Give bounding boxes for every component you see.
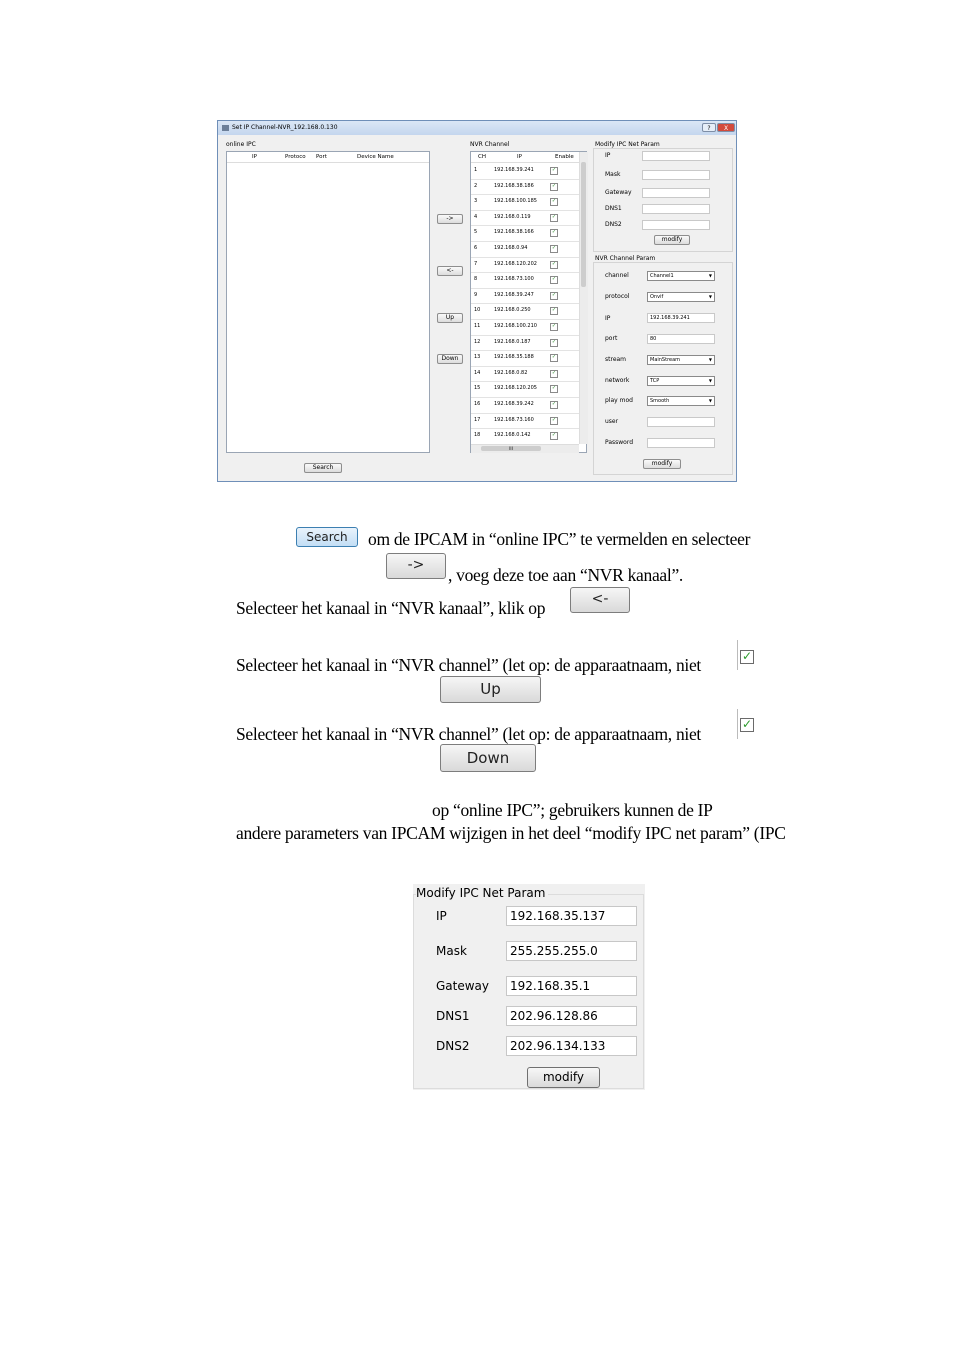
dns1-label: DNS1 [605,205,622,212]
play-mode-value: Smooth [650,398,670,404]
mp-gateway-label: Gateway [436,979,490,993]
channel-number: 9 [474,291,478,298]
channel-ip: 192.168.39.247 [494,291,534,298]
nvr-channel-row[interactable] [471,163,579,180]
enable-checkbox[interactable]: ✓ [551,369,557,376]
channel-ip: 192.168.73.100 [494,276,534,283]
channel-ip: 192.168.38.166 [494,229,534,236]
dns1-input[interactable] [642,204,710,214]
enable-checkbox[interactable]: ✓ [551,416,557,423]
instruction-line-7: andere parameters van IPCAM wijzigen in het deel “modify IPC net param” (IPC [236,823,786,843]
channel-ip: 192.168.39.241 [494,167,534,173]
channel-value: Channel1 [650,273,674,279]
dropdown-arrow-icon: ▼ [708,398,712,403]
nvr-channel-row[interactable] [471,194,579,211]
enable-checkbox[interactable]: ✓ [551,182,557,189]
mask-input[interactable] [642,170,710,180]
stream-select[interactable] [647,355,715,365]
move-down-button[interactable]: Down [437,354,463,364]
nvr-ip-label: IP [605,315,611,322]
enable-checkbox[interactable]: ✓ [551,213,557,220]
mp-mask-label: Mask [436,944,467,958]
channel-ip: 192.168.0.119 [494,213,531,220]
col-ch[interactable]: CH [478,154,486,160]
nvr-channel-row[interactable] [471,241,579,258]
remove-button-image: <- [570,587,630,613]
mp-ip-label: IP [436,909,447,923]
modify-ipc-legend: Modify IPC Net Param [595,141,660,148]
nvr-channel-row[interactable] [471,381,579,398]
nvr-channel-row[interactable] [471,428,579,445]
online-ipc-header [227,152,429,163]
modify-ipc-button[interactable]: modify [654,235,690,245]
up-button-image: Up [440,676,541,703]
channel-ip: 192.168.120.205 [494,385,537,392]
checkbox-checked-icon: ✓ [741,717,753,731]
instruction-line-5: Selecteer het kanaal in “NVR channel” (let op: de apparaatnaam, niet [236,724,701,744]
enable-checkbox[interactable]: ✓ [551,385,557,392]
network-value: TCP [650,378,660,384]
dropdown-arrow-icon: ▼ [708,294,712,299]
gateway-label: Gateway [605,189,632,196]
add-button-image: -> [386,553,446,579]
channel-ip: 192.168.35.188 [494,354,534,361]
dialog-title: Set IP Channel-NVR_192.168.0.130 [232,124,338,131]
user-input[interactable] [647,417,715,427]
nvr-channel-table[interactable] [470,151,587,453]
play-mode-select[interactable] [647,396,715,406]
channel-number: 2 [474,182,478,189]
online-ipc-list[interactable] [226,151,430,453]
modify-nvr-button[interactable]: modify [643,459,681,469]
nvr-channel-row[interactable] [471,179,579,196]
enable-checkbox[interactable]: ✓ [551,260,557,267]
password-input[interactable] [647,438,715,448]
mp-dns1-input[interactable]: 202.96.128.86 [506,1006,637,1026]
dropdown-arrow-icon: ▼ [708,273,712,278]
enable-checkbox[interactable]: ✓ [551,229,557,236]
help-button[interactable]: ? [702,123,716,132]
stream-value: MainStream [650,357,681,363]
remove-channel-button[interactable]: <- [437,266,463,276]
mp-mask-input[interactable]: 255.255.255.0 [506,941,637,961]
col-ip[interactable]: IP [517,154,522,160]
channel-number: 14 [474,369,481,376]
set-ip-channel-dialog [217,120,737,482]
close-button[interactable]: X [717,123,735,132]
channel-ip: 192.168.39.242 [494,401,534,407]
channel-ip: 192.168.38.186 [494,182,534,189]
nvr-channel-row[interactable] [471,225,579,242]
channel-ip: 192.168.0.187 [494,338,531,345]
dns2-label: DNS2 [605,221,622,228]
nvr-channel-row[interactable] [471,413,579,430]
instruction-line-2: , voeg deze toe aan “NVR kanaal”. [448,565,683,585]
channel-ip: 192.168.120.202 [494,260,537,267]
enable-checkbox[interactable]: ✓ [551,401,557,407]
user-label: user [605,418,619,425]
scroll-thumb[interactable] [581,162,586,287]
channel-number: 6 [474,245,478,251]
protocol-label: protocol [605,293,630,300]
divider [737,640,738,670]
channel-select[interactable] [647,271,715,281]
port-input[interactable]: 80 [647,334,715,344]
nvr-channel-row[interactable] [471,210,579,227]
nvr-channel-header [471,152,579,163]
channel-ip: 192.168.100.185 [494,198,537,205]
port-label: port [605,335,618,342]
enable-checkbox[interactable]: ✓ [551,323,557,329]
channel-number: 16 [474,401,481,407]
enable-checkbox[interactable]: ✓ [551,338,557,345]
col-port[interactable]: Port [316,154,327,160]
nvr-channel-row[interactable] [471,335,579,352]
enable-checkbox[interactable]: ✓ [551,291,557,298]
scroll-thumb[interactable]: III [481,446,541,451]
mp-ip-input[interactable]: 192.168.35.137 [506,906,637,926]
enable-checkbox[interactable]: ✓ [551,167,557,173]
stream-label: stream [605,356,627,363]
mp-dns2-label: DNS2 [436,1039,470,1053]
channel-ip: 192.168.0.82 [494,369,528,376]
channel-label: channel [605,272,629,279]
ip-input[interactable] [642,151,710,161]
nvr-channel-row[interactable] [471,272,579,289]
channel-number: 12 [474,338,481,345]
search-button[interactable]: Search [304,463,342,473]
dropdown-arrow-icon: ▼ [708,378,712,383]
nvr-param-legend: NVR Channel Param [595,255,656,262]
col-ip[interactable]: IP [252,154,257,160]
enable-checkbox[interactable]: ✓ [551,354,557,361]
nvr-channel-row[interactable] [471,366,579,383]
modify-panel-legend: Modify IPC Net Param [416,886,548,900]
checkbox-checked-icon: ✓ [741,649,753,663]
down-button-image: Down [440,744,536,772]
mp-dns2-input[interactable]: 202.96.134.133 [506,1036,637,1056]
channel-number: 7 [474,260,478,267]
nvr-channel-row[interactable] [471,257,579,274]
nvr-channel-row[interactable] [471,397,579,414]
nvr-channel-row[interactable] [471,319,579,336]
channel-ip: 192.168.73.160 [494,416,534,423]
modify-button[interactable]: modify [527,1067,600,1088]
instruction-line-3: Selecteer het kanaal in “NVR kanaal”, klik op [236,598,546,618]
search-button-image: Search [296,527,358,547]
col-device-name[interactable]: Device Name [357,154,394,160]
channel-ip: 192.168.0.250 [494,307,531,314]
col-enable[interactable]: Enable [555,154,574,160]
enable-checkbox[interactable]: ✓ [551,307,557,314]
channel-number: 8 [474,276,478,283]
nvr-channel-row[interactable] [471,288,579,305]
network-select[interactable] [647,376,715,386]
col-protocol[interactable]: Protoco [285,154,306,160]
online-ipc-label: online IPC [226,141,256,148]
channel-number: 13 [474,354,481,361]
password-label: Password [605,439,634,446]
nvr-channel-row[interactable] [471,303,579,320]
nvr-channel-label: NVR Channel [470,141,510,148]
channel-number: 1 [474,167,478,173]
enable-checkbox[interactable]: ✓ [551,432,557,439]
channel-number: 17 [474,416,481,423]
nvr-ip-input[interactable]: 192.168.39.241 [647,313,715,323]
mp-dns1-label: DNS1 [436,1009,470,1023]
channel-number: 10 [474,307,481,314]
protocol-value: Onvif [650,294,664,300]
channel-number: 18 [474,432,481,439]
enable-checkbox[interactable]: ✓ [551,276,557,283]
channel-number: 15 [474,385,481,392]
enable-checkbox[interactable]: ✓ [551,198,557,205]
mp-gateway-input[interactable]: 192.168.35.1 [506,976,637,996]
network-label: network [605,377,630,384]
channel-ip: 192.168.0.94 [494,245,528,251]
channel-ip: 192.168.100.210 [494,323,537,329]
instruction-line-6: op “online IPC”; gebruikers kunnen de IP [432,800,713,820]
dns2-input[interactable] [642,220,710,230]
channel-number: 3 [474,198,478,205]
channel-number: 4 [474,213,478,220]
dropdown-arrow-icon: ▼ [708,357,712,362]
app-icon [222,125,229,131]
horizontal-scrollbar[interactable] [471,444,579,453]
divider [737,709,738,739]
add-channel-button[interactable]: -> [437,214,463,224]
dialog-titlebar [218,121,736,135]
channel-ip: 192.168.0.142 [494,432,531,439]
move-up-button[interactable]: Up [437,313,463,323]
nvr-channel-row[interactable] [471,350,579,367]
gateway-input[interactable] [642,188,710,198]
protocol-select[interactable] [647,292,715,302]
ip-label: IP [605,152,611,159]
channel-number: 5 [474,229,478,236]
instruction-line-1: om de IPCAM in “online IPC” te vermelden en selecteer [368,529,751,549]
modify-ipc-panel [413,884,645,1090]
instruction-line-4: Selecteer het kanaal in “NVR channel” (let op: de apparaatnaam, niet [236,655,701,675]
mask-label: Mask [605,171,621,178]
channel-number: 11 [474,323,481,329]
vertical-scrollbar[interactable] [579,152,588,444]
play-mode-label: play mod​ [605,397,633,404]
enable-checkbox[interactable]: ✓ [551,245,557,251]
